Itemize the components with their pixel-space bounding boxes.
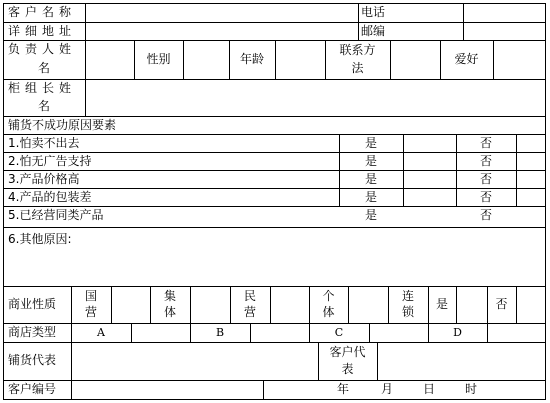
reason-yes: 是: [364, 136, 377, 150]
col-divider: [390, 40, 391, 79]
col-divider: [270, 286, 271, 323]
col-divider: [190, 286, 191, 323]
col-divider: [85, 79, 86, 116]
person-in-charge-label: 负责人姓: [8, 42, 77, 56]
row-divider: [3, 134, 546, 135]
customer-rep-label: 客户代: [329, 345, 366, 359]
chain-no: 否: [495, 297, 508, 311]
reason-no: 否: [479, 172, 492, 186]
row-divider: [3, 380, 546, 381]
col-divider: [85, 40, 86, 79]
col-divider: [403, 134, 404, 206]
counter-lead-label: 柜组长姓: [8, 81, 77, 95]
col-divider: [377, 342, 378, 380]
row-divider: [3, 227, 546, 228]
store-type-b: B: [215, 326, 225, 339]
nature-collective-2: 体: [163, 305, 176, 319]
address-label: 详细地址: [8, 24, 77, 38]
row-divider: [3, 323, 546, 324]
age-label: 年龄: [239, 52, 264, 66]
col-divider: [358, 3, 359, 40]
reason-yes: 是: [364, 172, 377, 186]
hobby-label: 爱好: [454, 52, 479, 66]
row-divider: [3, 152, 546, 153]
reason-text: 3.产品价格高: [8, 172, 80, 186]
reason-no: 否: [479, 136, 492, 150]
col-divider: [71, 380, 72, 399]
col-divider: [516, 134, 517, 206]
reasons-header: 铺货不成功原因要素: [8, 118, 117, 132]
col-divider: [493, 40, 494, 79]
col-divider: [85, 3, 86, 40]
nature-collective-1: 集: [163, 289, 176, 303]
other-reasons-label: 6.其他原因:: [8, 232, 72, 246]
reason-text: 5.已经营同类产品: [8, 208, 104, 222]
date-month: 月: [381, 382, 394, 396]
col-divider: [348, 286, 349, 323]
nature-private-2: 营: [243, 305, 256, 319]
reason-yes: 是: [364, 190, 377, 204]
col-divider: [263, 380, 264, 399]
store-type-a: A: [97, 326, 105, 339]
col-divider: [487, 323, 488, 342]
contact-method-label: 联系方: [339, 43, 376, 57]
postcode-label: 邮编: [361, 24, 386, 38]
store-type-label: 商店类型: [8, 325, 57, 339]
store-type-c: C: [334, 326, 344, 339]
nature-chain-1: 连: [401, 289, 414, 303]
row-divider: [3, 286, 546, 287]
col-divider: [463, 3, 464, 40]
reason-text: 4.产品的包装差: [8, 190, 92, 204]
nature-private-1: 民: [243, 289, 256, 303]
date-hour: 时: [465, 382, 478, 396]
reason-no: 否: [479, 154, 492, 168]
reason-no: 否: [479, 208, 492, 222]
rep-label: 铺货代表: [8, 353, 57, 367]
col-divider: [183, 40, 184, 79]
col-divider: [250, 323, 251, 342]
row-divider: [3, 116, 546, 117]
contact-method-label-2: 法: [351, 61, 364, 75]
row-divider: [3, 206, 546, 207]
customer-no-label: 客户编号: [8, 382, 57, 396]
chain-yes: 是: [435, 297, 448, 311]
store-type-d: D: [453, 326, 462, 339]
nature-state-2: 营: [84, 305, 97, 319]
row-divider: [3, 170, 546, 171]
customer-name-label: 客户名称: [8, 5, 77, 19]
reason-yes: 是: [364, 154, 377, 168]
col-divider: [131, 323, 132, 342]
nature-individual-2: 体: [322, 305, 335, 319]
nature-state-1: 国: [84, 289, 97, 303]
counter-lead-label-2: 名: [37, 99, 50, 113]
col-divider: [369, 323, 370, 342]
date-year: 年: [337, 382, 350, 396]
row-divider: [3, 188, 546, 189]
gender-label: 性别: [146, 52, 171, 66]
customer-rep-label-2: 表: [341, 362, 354, 376]
col-divider: [456, 286, 457, 323]
person-in-charge-label-2: 名: [37, 61, 50, 75]
date-day: 日: [423, 382, 436, 396]
border-right: [545, 3, 546, 400]
reason-text: 1.怕卖不出去: [8, 136, 80, 150]
col-divider: [275, 40, 276, 79]
reason-yes: 是: [364, 208, 377, 222]
nature-chain-2: 锁: [401, 305, 414, 319]
nature-individual-1: 个: [322, 289, 335, 303]
phone-label: 电话: [361, 5, 386, 19]
border-bottom: [3, 399, 546, 400]
col-divider: [516, 286, 517, 323]
business-nature-label: 商业性质: [8, 297, 57, 311]
reason-no: 否: [479, 190, 492, 204]
row-divider: [3, 342, 546, 343]
col-divider: [71, 342, 72, 380]
col-divider: [111, 286, 112, 323]
reason-text: 2.怕无广告支持: [8, 154, 92, 168]
